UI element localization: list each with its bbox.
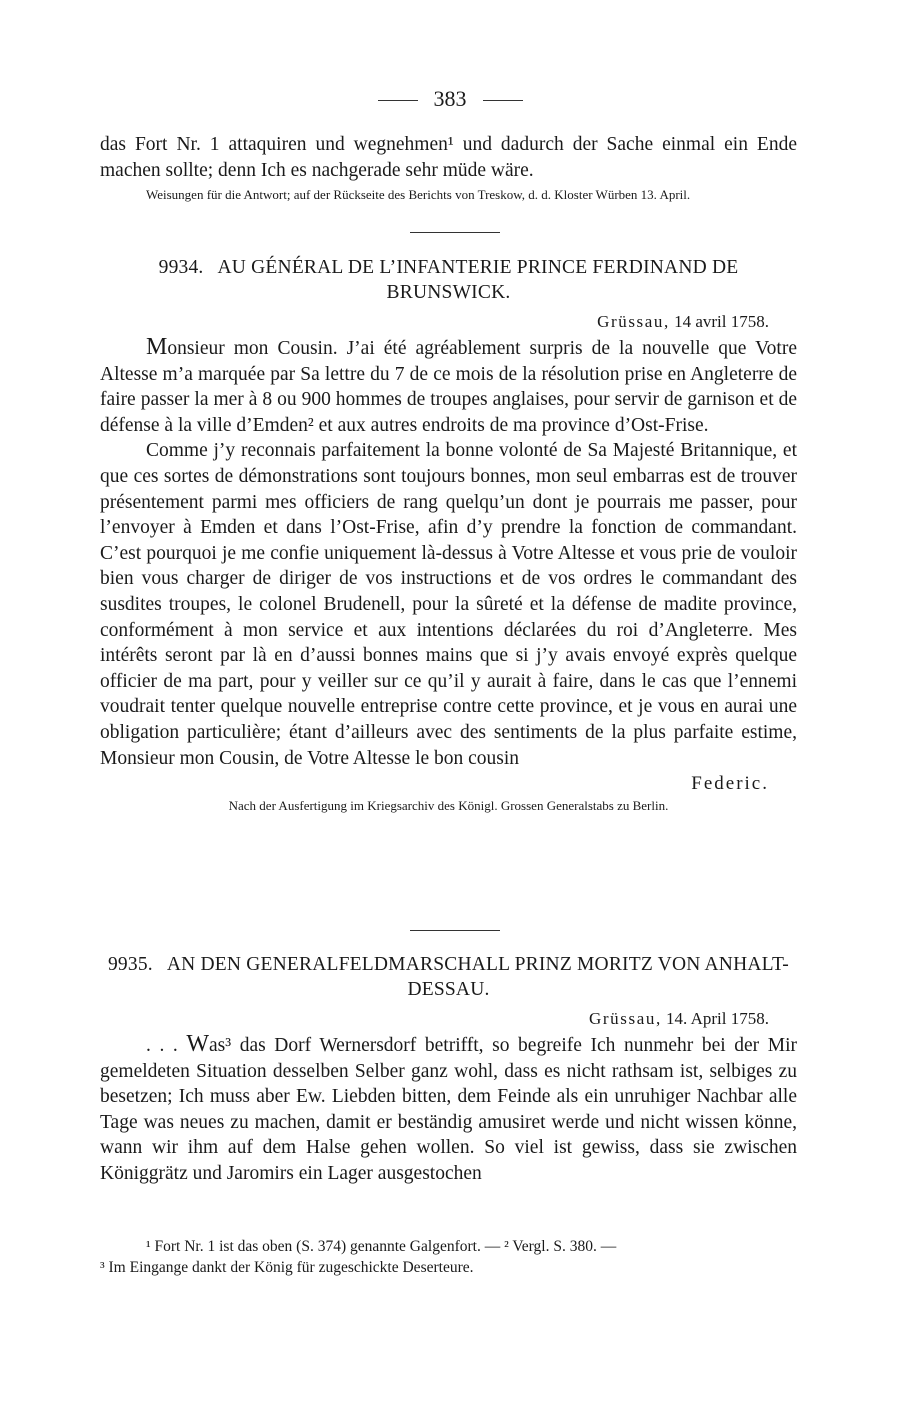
initial-letter: W — [186, 1031, 210, 1057]
letter-heading: AU GÉNÉRAL DE L’INFANTERIE PRINCE FERDINAND DE BRUNSWICK. — [217, 257, 739, 303]
intro-section — [100, 132, 797, 203]
footnote-line-1: ¹ Fort Nr. 1 ist das oben (S. 374) genannte Galgenfort. — ² Vergl. S. 380. — — [146, 1238, 617, 1255]
letter-number: 9934. — [158, 257, 204, 278]
letter-title — [100, 255, 797, 305]
letter-signature: Federic. — [691, 773, 769, 795]
intro-source-note: Weisungen für die Antwort; auf der Rückseite des Berichts von Treskow, d. d. Kloster Würben 13. April. — [146, 187, 691, 203]
letter-date — [100, 1008, 797, 1030]
letter-title — [100, 952, 797, 1002]
header-rule-left — [378, 100, 418, 101]
letter-date — [100, 311, 797, 333]
letter-9935 — [100, 952, 797, 1187]
date-day: 14. April 1758. — [666, 1009, 769, 1028]
letter-number: 9935. — [107, 954, 153, 975]
header-rule-right — [483, 100, 523, 101]
date-day: 14 avril 1758. — [674, 312, 769, 331]
page-header — [0, 84, 900, 114]
letter-paragraph-1 — [100, 335, 797, 438]
section-divider — [410, 232, 500, 233]
footnotes — [100, 1236, 797, 1278]
letter-heading: AN DEN GENERALFELDMARSCHALL PRINZ MORITZ VON ANHALT-DESSAU. — [166, 954, 789, 1000]
initial-letter: M — [146, 334, 168, 360]
paragraph-1-text: onsieur mon Cousin. J’ai été agréablement surpris de la nouvelle que Votre Altesse m’a marquée par Sa lettre du 7 de ce mois de la résolution prise en Angleterre de faire passer la mer à 8 ou 900 hommes de troupes anglaises, pour servir de garnison et de défense à la ville d’Emden² et aux autres endroits de ma province d’Ost-Frise. — [100, 338, 797, 436]
letter-paragraph — [100, 1032, 797, 1187]
footnote-line-2: ³ Im Eingange dankt der König für zugeschickte Deserteure. — [100, 1259, 474, 1276]
paragraph-text: as³ das Dorf Wernersdorf betrifft, so begreife Ich nunmehr bei der Mir gemeldeten Situation desselben Selber ganz wohl, dass es nicht rathsam ist, selbiges zu besetzen; Ich muss aber Ew. Liebden bitten, dem Feinde als ein unruhiger Nachbar alle Tage was neues zu machen, damit er beständig amusiret werde und nicht wissen könne, wann wir ihm auf dem Halse gehen wollen. So viel ist gewiss, dass sie zwischen Königgrätz und Jaromirs ein Lager ausgestochen — [100, 1035, 798, 1184]
section-divider — [410, 930, 500, 931]
page-number: 383 — [433, 86, 467, 111]
date-place: Grüssau, — [597, 312, 670, 331]
intro-text: das Fort Nr. 1 attaquiren und wegnehmen¹ und dadurch der Sache einmal ein Ende machen sollte; denn Ich es nachgerade sehr müde wäre. — [100, 134, 797, 181]
ellipsis-lead: . . . — [146, 1035, 187, 1056]
letter-9934 — [100, 255, 797, 814]
letter-paragraph-2: Comme j’y reconnais parfaitement la bonne volonté de Sa Majesté Britannique, et que ces sortes de démonstrations sont toujours bonnes, mon seul embarras est de trouver présentement parmi mes officiers de rang quelqu’un dont je pourrais me passer, pour l’envoyer à Emden et dans l’Ost-Frise, afin d’y prendre la fonction de commandant. C’est pourquoi je me confie uniquement là-dessus à Votre Altesse et vous prie de vouloir bien vous charger de diriger de vos instructions et de vos ordres le commandant des susdites troupes, le colonel Brudenell, pour la sûreté et la défense de madite province, conformément à mon service et aux intentions déclarées du roi d’Angleterre. Mes intérêts seront par là en d’aussi bonnes mains que si j’y avais envoyé exprès quelque officier de ma part, pour y veiller sur ce qu’il y aurait à faire, dans le cas que l’ennemi voudrait tenter quelque nouvelle entreprise contre cette province, et je vous en aurai une obligation particulière; étant d’ailleurs avec des sentiments de la plus parfaite estime, Monsieur mon Cousin, de Votre Altesse le bon cousin — [100, 440, 797, 769]
letter-source-note: Nach der Ausfertigung im Kriegsarchiv des Königl. Grossen Generalstabs zu Berlin. — [228, 798, 669, 814]
date-place: Grüssau, — [589, 1009, 662, 1028]
